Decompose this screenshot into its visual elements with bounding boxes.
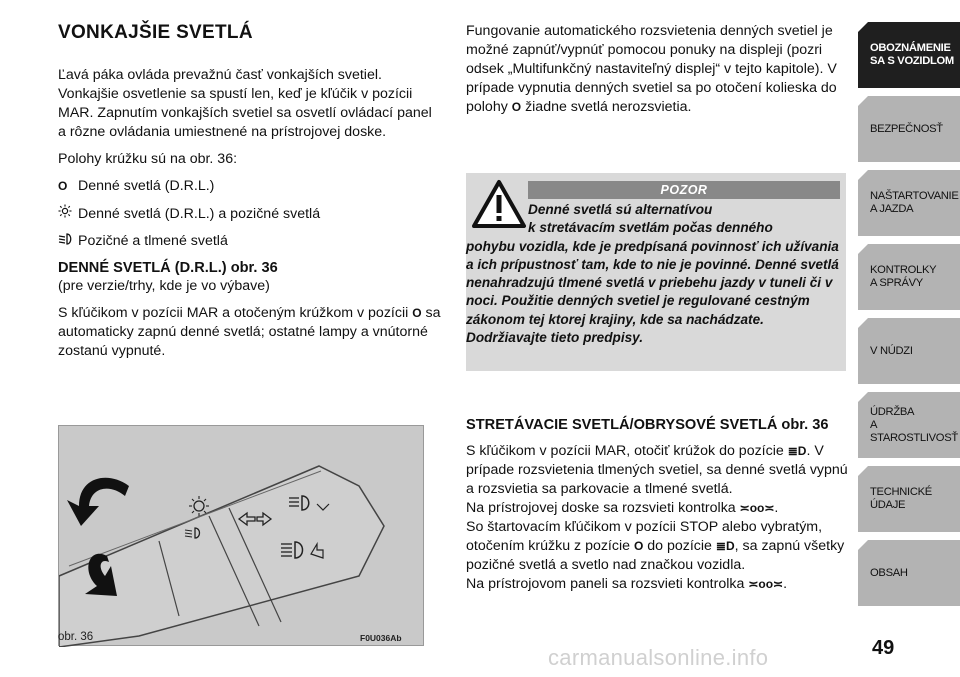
drl-off-icon: O xyxy=(633,539,644,553)
drl-off-icon: O xyxy=(58,179,68,193)
tab-v-nudzi[interactable]: V NÚDZI xyxy=(858,318,960,384)
low-beam-paragraph-3: So štartovacím kľúčikom v pozícii STOP alebo vybratým, otočením krúžku z pozície O do pozície ≣D, sa zapnú všetky pozičné svetlá a svetlo nad značkou vozidla. xyxy=(466,519,845,573)
drl-off-icon: O xyxy=(412,306,422,320)
tab-udrzba[interactable]: ÚDRŽBA A STAROSTLIVOSŤ xyxy=(858,392,960,458)
tab-technicke-udaje[interactable]: TECHNICKÉ ÚDAJE xyxy=(858,466,960,532)
parking-light-icon: ≍oo≍ xyxy=(748,577,784,591)
tab-kontrolky[interactable]: KONTROLKY A SPRÁVY xyxy=(858,244,960,310)
figure-code: F0U036Ab xyxy=(360,633,402,643)
sun-icon xyxy=(58,204,78,224)
tab-oboznamenie[interactable]: OBOZNÁMENIE SA S VOZIDLOM xyxy=(858,22,960,88)
left-column xyxy=(58,22,442,369)
tab-nastartovanie[interactable]: NAŠTARTOVANIE A JAZDA xyxy=(858,170,960,236)
low-beam-icon: ≣D xyxy=(787,444,807,458)
low-beam-paragraph-4: Na prístrojovom paneli sa rozsvieti kontrolka ≍oo≍. xyxy=(466,576,788,592)
position-drl-parking: Denné svetlá (D.R.L.) a pozičné svetlá xyxy=(58,204,442,224)
parking-light-icon: ≍oo≍ xyxy=(739,501,775,515)
watermark-text: carmanualsonline.info xyxy=(548,645,769,670)
low-beam-icon xyxy=(58,232,78,251)
warning-label: POZOR xyxy=(528,181,840,199)
low-beam-heading: STRETÁVACIE SVETLÁ/OBRYSOVÉ SVETLÁ obr. 36 xyxy=(466,417,829,433)
drl-auto-paragraph: Fungovanie automatického rozsvietenia denných svetiel je možné zapnúť/vypnúť pomocou ponuky na displeji (pozri odsek „Multifunkčný nastaviteľný displej“ v tejto kapitole). V prípade vypnutia denných svetiel sa po otočení kolieska do polohy O žiadne svetlá nerozsvietia. xyxy=(466,23,837,115)
figure-36-stalk xyxy=(58,425,424,646)
position-drl: O Denné svetlá (D.R.L.) xyxy=(58,178,215,194)
section-title: VONKAJŠIE SVETLÁ xyxy=(58,22,253,43)
drl-off-icon: O xyxy=(511,100,522,114)
chapter-sidebar xyxy=(858,22,960,614)
low-beam-paragraph-2: Na prístrojovej doske sa rozsvieti kontrolka ≍oo≍. xyxy=(466,500,779,516)
positions-intro: Polohy krúžku sú na obr. 36: xyxy=(58,151,238,167)
position-low-beam: Pozičné a tlmené svetlá xyxy=(58,232,442,251)
middle-column xyxy=(466,22,846,125)
tab-obsah[interactable]: OBSAH xyxy=(858,540,960,606)
low-beam-section xyxy=(466,412,850,602)
low-beam-paragraph-1: S kľúčikom v pozícii MAR, otočiť krúžok do pozície ≣D. V prípade rozsvietenia tlmených svetiel, sa denné svetlá vypnú a rozsvietia sa parkovacie a tlmené svetlá. xyxy=(466,443,848,497)
page-number: 49 xyxy=(872,637,895,659)
drl-note: (pre verzie/trhy, kde je vo výbave) xyxy=(58,278,270,294)
tab-bezpecnost[interactable]: BEZPEČNOSŤ xyxy=(858,96,960,162)
low-beam-icon: ≣D xyxy=(715,539,735,553)
warning-text: Denné svetlá sú alternatívou k stretávacím svetlám počas denného pohybu vozidla, kde je predpísaná povinnosť ich užívania a ich prípustnosť tam, kde to nie je povinné. Denné svetlá nenahradzujú tlmené svetlá v priebehu jazdy v tuneli či v noci. Použitie denných svetiel je regulované cestným zákonom tej ktorej krajiny, kde sa nachádzate. Dodržiavajte tieto predpisy. xyxy=(466,202,839,346)
intro-paragraph: Ľavá páka ovláda prevažnú časť vonkajších svetiel. Vonkajšie osvetlenie sa spustí len, keď je kľúčik v pozícii MAR. Zapnutím vonkajších svetiel sa osvetlí ovládací panel a rôzne ovládania umiestnené na prístrojovej doske. xyxy=(58,67,432,140)
warning-box xyxy=(466,173,846,371)
figure-caption: obr. 36 xyxy=(58,631,94,643)
drl-heading: DENNÉ SVETLÁ (D.R.L.) obr. 36 xyxy=(58,260,278,276)
drl-paragraph: S kľúčikom v pozícii MAR a otočeným krúžkom v pozícii O sa automaticky zapnú denné svetlá; ostatné lampy a vnútorné zostanú vypnuté. xyxy=(58,305,441,359)
